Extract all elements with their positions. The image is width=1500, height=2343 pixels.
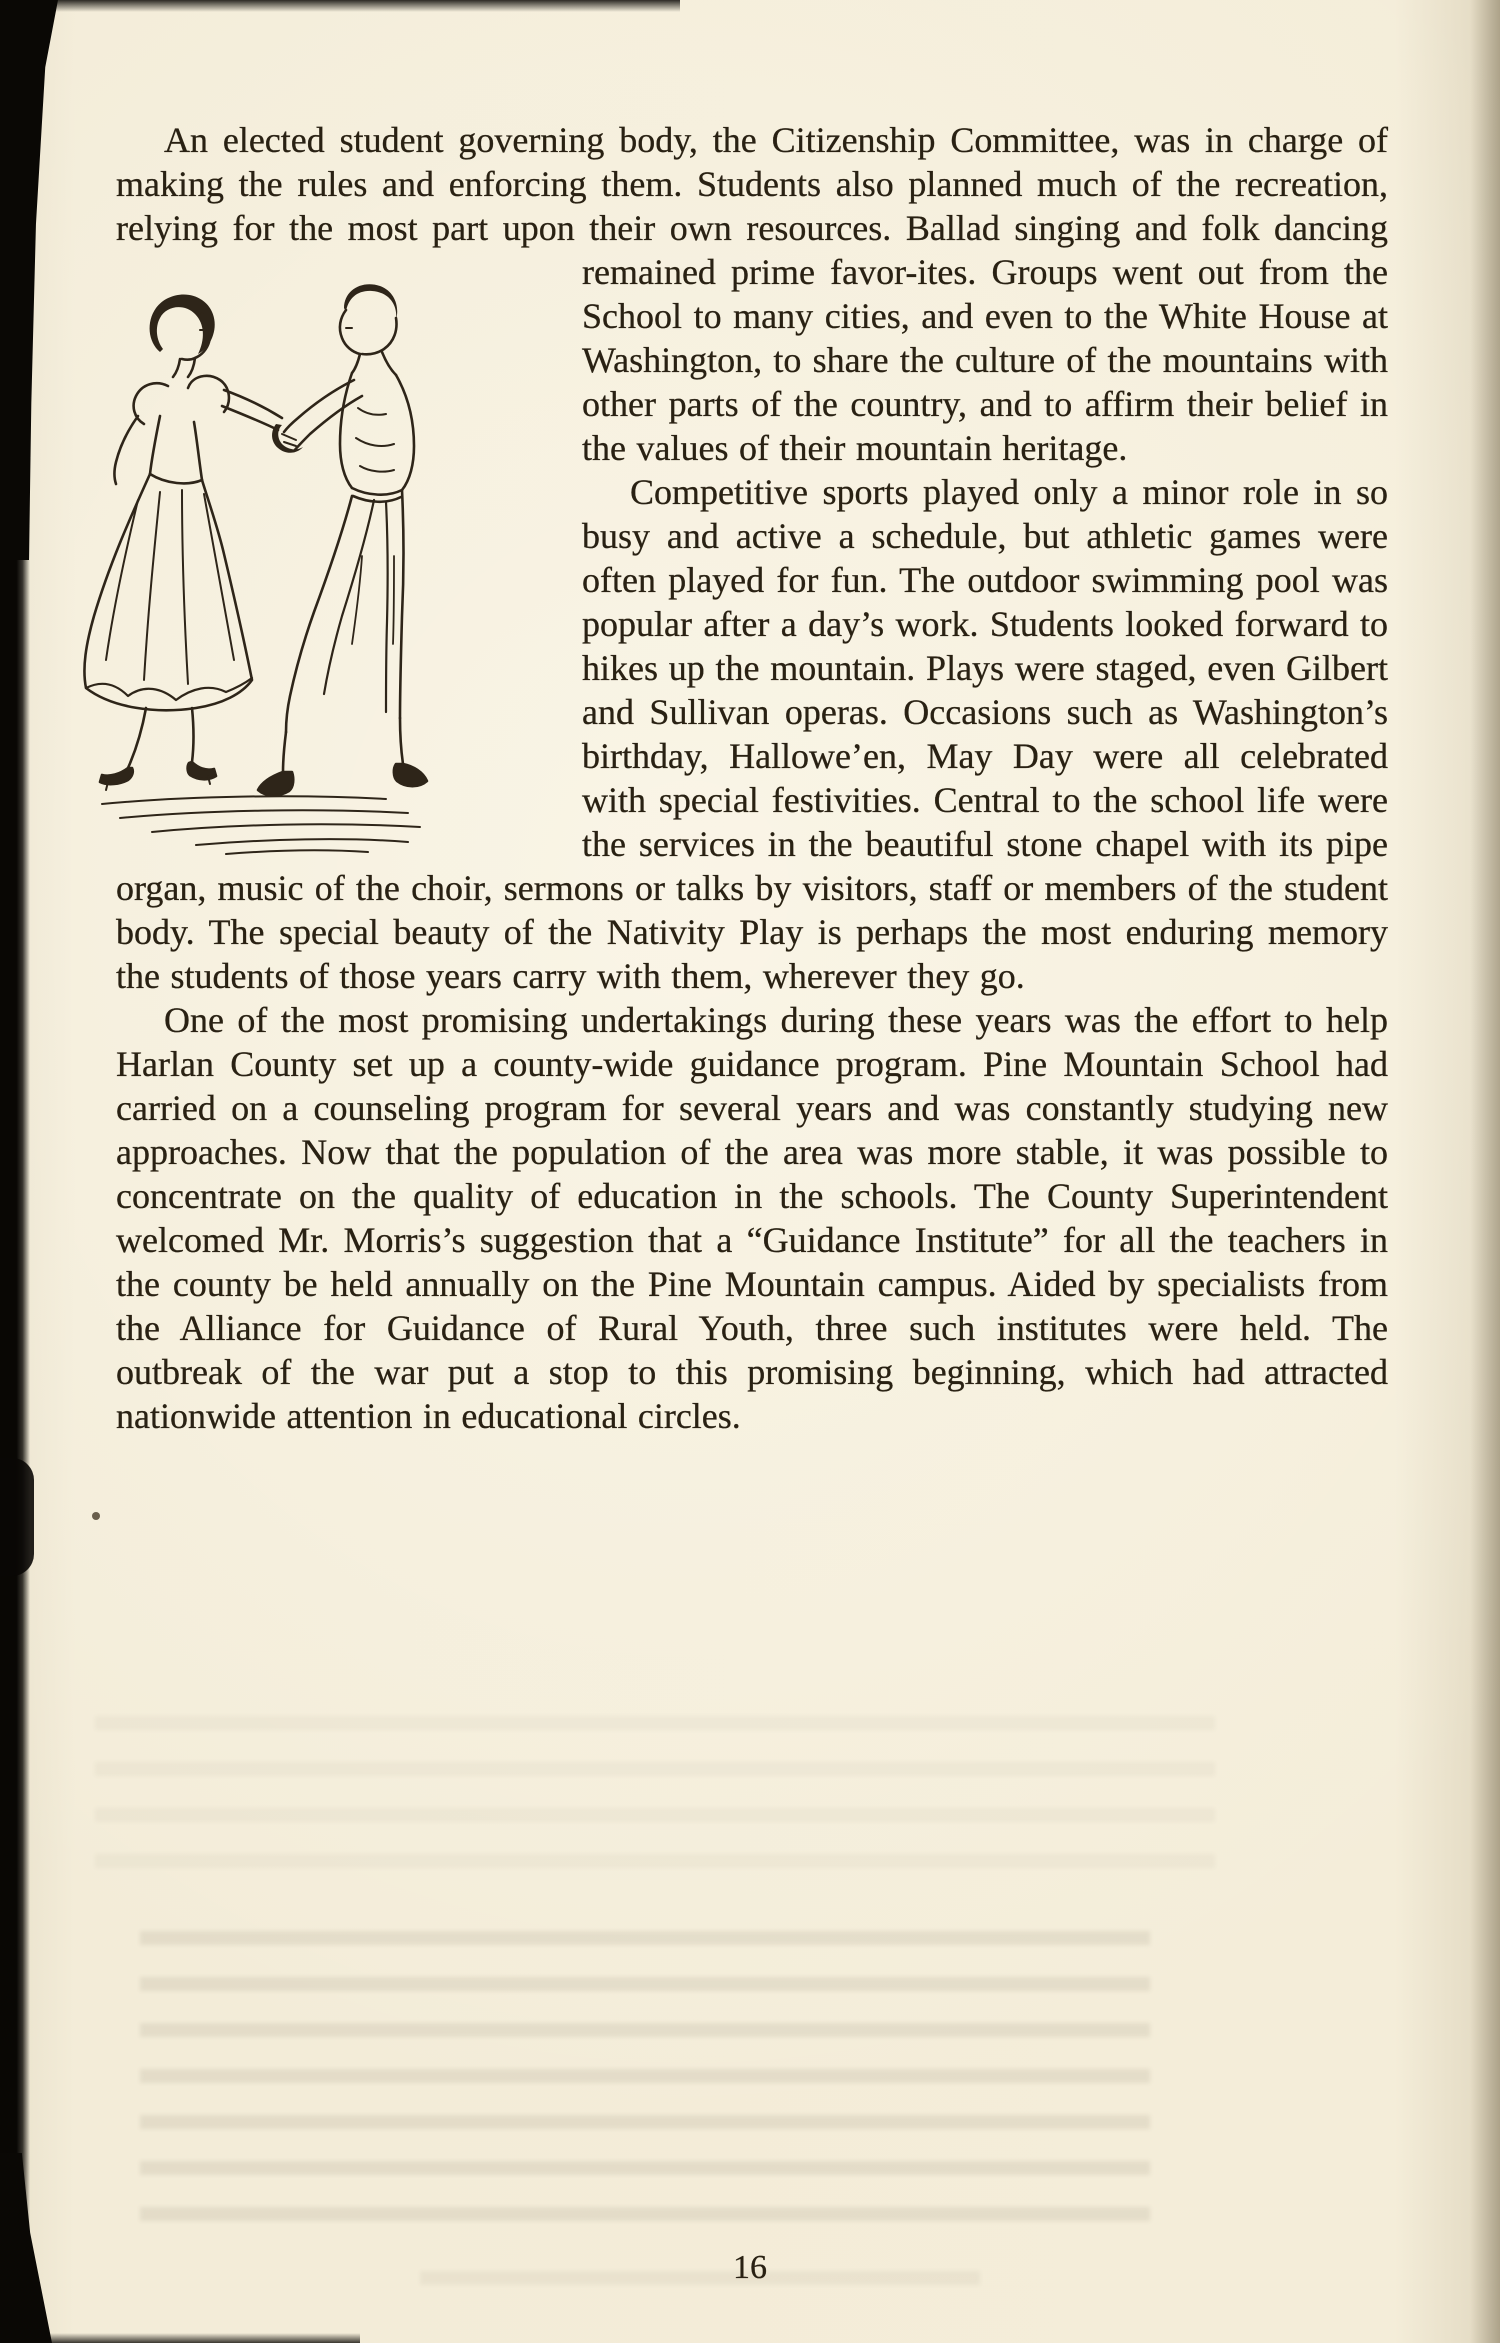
scan-edge-bump xyxy=(0,1458,34,1576)
folk-dancers-illustration xyxy=(56,256,526,856)
scan-edge-bottom xyxy=(0,2333,360,2343)
page-number: 16 xyxy=(733,2249,767,2286)
paragraph-1-text-before-illustration: An elected student governing body, the Citizenship Committee, was in charge of making the rules and enforcing them. Students also planned much of the recreation, relying for the most part upon their own resources. Ballad singing and folk dancing remained prime favor- xyxy=(116,120,1388,292)
paragraph-1-text-after-illustration: ites. Groups went out from the School to many cities, and even to the White House at Washington, to share the culture of the mountains with other parts of the country, and to affirm their belief in the values of their mountain heritage. xyxy=(582,252,1388,468)
bleed-through-text xyxy=(95,1700,1215,1880)
paragraph-2: Competitive sports played only a minor role in so busy and active a schedule, but athletic games were often played for fun. The outdoor swimming pool was popular after a day’s work. Students looked forward to hikes up the mountain. Plays were staged, even Gilbert and Sullivan operas. Occasions such as Washington’s birthday, Hallowe’en, May Day were all celebrated with special festivities. Central to the school life were the services in the beautiful stone chapel with its pipe organ, music of the choir, sermons or talks by visitors, staff or members of the student body. The special beauty of the Nativity Play is perhaps the most enduring memory the students of those years carry with them, wherever they go. xyxy=(116,472,1388,996)
ink-spot-artifact xyxy=(92,1512,100,1520)
man-dancer-figure xyxy=(258,284,427,795)
scan-edge-top xyxy=(0,0,680,12)
scan-edge-right-shade xyxy=(1470,0,1500,2343)
ground-shading xyxy=(102,796,420,854)
paragraph-1 xyxy=(116,118,1388,470)
paragraph-3: One of the most promising undertakings during these years was the effort to help Harlan County set up a county-wide guidance program. Pine Mountain School had carried on a counseling program for several years and was constantly studying new approaches. Now that the population of the area was more stable, it was possible to concentrate on the quality of education in the schools. The County Superintendent welcomed Mr. Morris’s suggestion that a “Guidance Institute” for all the teachers in the county be held annually on the Pine Mountain campus. Aided by specialists from the Alliance for Guidance of Rural Youth, three such institutes were held. The outbreak of the war put a stop to this promising beginning, which had attracted nationwide attention in educational circles. xyxy=(116,1000,1388,1436)
woman-dancer-figure xyxy=(84,294,282,790)
bleed-through-text xyxy=(140,1915,1150,2250)
scan-edge-top-left-corner xyxy=(0,0,58,560)
page-text-block xyxy=(116,118,1388,1438)
